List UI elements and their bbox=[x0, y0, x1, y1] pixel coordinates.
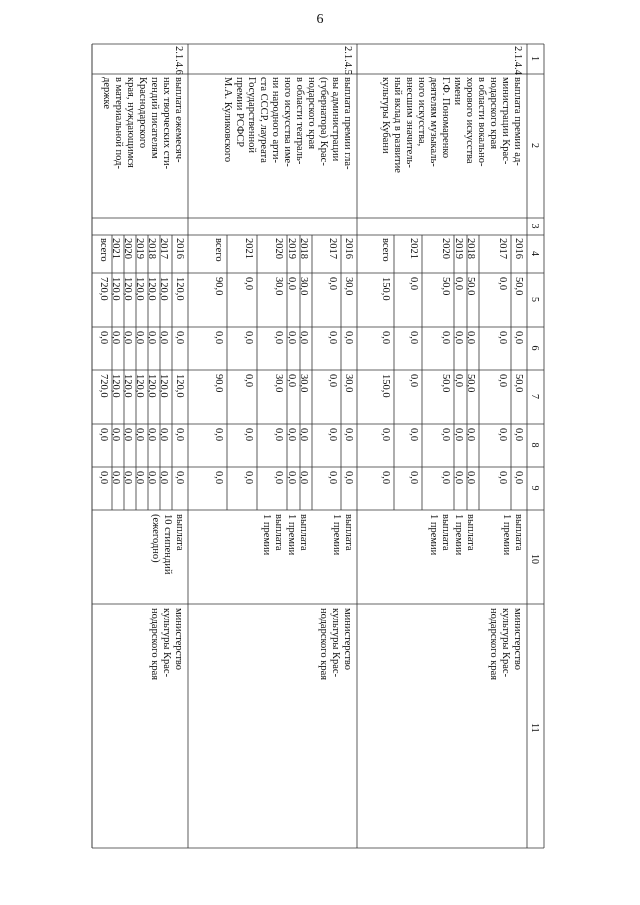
year-cell: 2017 bbox=[158, 238, 169, 259]
col8-cell: 0,0 bbox=[174, 428, 185, 442]
row-description-line: ный вклад в развитие bbox=[392, 77, 403, 173]
col8-cell: 0,0 bbox=[513, 428, 524, 442]
col9-cell: 0,0 bbox=[298, 471, 309, 485]
total-cell: 150,0 bbox=[380, 277, 391, 301]
col9-cell: 0,0 bbox=[465, 471, 476, 485]
col8-cell: 0,0 bbox=[98, 428, 109, 442]
row-description-line: деятелям музыкаль- bbox=[428, 77, 439, 167]
col6-cell: 0,0 bbox=[110, 331, 121, 345]
row-description-line: Краснодарского bbox=[137, 77, 148, 149]
column-number-5: 5 bbox=[529, 297, 540, 302]
year-cell: 2021 bbox=[408, 238, 419, 259]
column-number-1: 1 bbox=[529, 56, 540, 61]
total-cell: 0,0 bbox=[327, 277, 338, 291]
total-cell: 120,0 bbox=[134, 277, 145, 301]
col7-cell: 150,0 bbox=[380, 374, 391, 398]
col8-cell: 0,0 bbox=[343, 428, 354, 442]
col8-cell: 0,0 bbox=[286, 428, 297, 442]
col9-cell: 0,0 bbox=[497, 471, 508, 485]
col9-cell: 0,0 bbox=[110, 471, 121, 485]
col7-cell: 0,0 bbox=[286, 374, 297, 388]
result-cell-line: выплата bbox=[174, 514, 185, 551]
col7-cell: 50,0 bbox=[465, 374, 476, 393]
executor-line: нодарского края bbox=[488, 608, 499, 681]
col7-cell: 0,0 bbox=[327, 374, 338, 388]
executor-line: нодарского края bbox=[318, 608, 329, 681]
year-cell: 2017 bbox=[497, 238, 508, 259]
total-cell: 720,0 bbox=[98, 277, 109, 301]
col8-cell: 0,0 bbox=[440, 428, 451, 442]
col8-cell: 0,0 bbox=[465, 428, 476, 442]
row-description-line: ни народного арти- bbox=[270, 77, 281, 163]
year-cell: 2020 bbox=[122, 238, 133, 259]
col9-cell: 0,0 bbox=[243, 471, 254, 485]
col8-cell: 0,0 bbox=[273, 428, 284, 442]
year-cell: 2020 bbox=[440, 238, 451, 259]
column-number-4: 4 bbox=[529, 251, 540, 256]
result-cell-line: выплата bbox=[440, 514, 451, 551]
col6-cell: 0,0 bbox=[440, 331, 451, 345]
col8-cell: 0,0 bbox=[243, 428, 254, 442]
col9-cell: 0,0 bbox=[327, 471, 338, 485]
year-cell: всего bbox=[98, 238, 109, 262]
column-number-9: 9 bbox=[529, 485, 540, 491]
executor-line: культуры Крас- bbox=[161, 608, 172, 678]
col6-cell: 0,0 bbox=[465, 331, 476, 345]
col6-cell: 0,0 bbox=[343, 331, 354, 345]
col9-cell: 0,0 bbox=[343, 471, 354, 485]
row-description-line: нодарского края bbox=[306, 77, 317, 150]
col6-cell: 0,0 bbox=[497, 331, 508, 345]
col7-cell: 30,0 bbox=[343, 374, 354, 393]
row-code: 2.1.4.5 bbox=[342, 46, 353, 75]
total-cell: 30,0 bbox=[273, 277, 284, 296]
col9-cell: 0,0 bbox=[134, 471, 145, 485]
col6-cell: 0,0 bbox=[513, 331, 524, 345]
row-description-line: культуры Кубани bbox=[380, 77, 391, 154]
total-cell: 30,0 bbox=[343, 277, 354, 296]
year-cell: 2016 bbox=[174, 238, 185, 259]
col8-cell: 0,0 bbox=[134, 428, 145, 442]
col9-cell: 0,0 bbox=[380, 471, 391, 485]
row-description-line: хорового искусства bbox=[464, 77, 475, 164]
column-number-2: 2 bbox=[529, 143, 540, 148]
result-cell-line: выплата bbox=[465, 514, 476, 551]
total-cell: 90,0 bbox=[213, 277, 224, 296]
col7-cell: 120,0 bbox=[134, 374, 145, 398]
column-number-10: 10 bbox=[529, 554, 540, 564]
year-cell: всего bbox=[213, 238, 224, 262]
col6-cell: 0,0 bbox=[134, 331, 145, 345]
row-description-line: имени bbox=[452, 77, 463, 106]
col8-cell: 0,0 bbox=[380, 428, 391, 442]
year-cell: 2020 bbox=[273, 238, 284, 259]
column-number-8: 8 bbox=[529, 442, 540, 448]
col9-cell: 0,0 bbox=[158, 471, 169, 485]
executor-line: министерство bbox=[512, 608, 523, 671]
executor-line: министерство bbox=[342, 608, 353, 671]
row-description-line: вы администрации bbox=[330, 77, 341, 162]
total-cell: 0,0 bbox=[408, 277, 419, 291]
col7-cell: 120,0 bbox=[158, 374, 169, 398]
col6-cell: 0,0 bbox=[98, 331, 109, 345]
col9-cell: 0,0 bbox=[146, 471, 157, 485]
col6-cell: 0,0 bbox=[327, 331, 338, 345]
column-number-6: 6 bbox=[529, 345, 540, 351]
col7-cell: 120,0 bbox=[110, 374, 121, 398]
row-description-line: в области театраль- bbox=[294, 77, 305, 165]
col6-cell: 0,0 bbox=[298, 331, 309, 345]
col6-cell: 0,0 bbox=[213, 331, 224, 345]
col9-cell: 0,0 bbox=[408, 471, 419, 485]
col8-cell: 0,0 bbox=[158, 428, 169, 442]
col6-cell: 0,0 bbox=[122, 331, 133, 345]
total-cell: 30,0 bbox=[298, 277, 309, 296]
executor-line: нодарского края bbox=[149, 608, 160, 681]
col7-cell: 0,0 bbox=[453, 374, 464, 388]
col7-cell: 120,0 bbox=[146, 374, 157, 398]
row-description-line: Государственной bbox=[246, 77, 257, 153]
total-cell: 120,0 bbox=[174, 277, 185, 301]
year-cell: 2021 bbox=[243, 238, 254, 259]
result-cell-line: 1 премии bbox=[501, 514, 512, 556]
col7-cell: 120,0 bbox=[122, 374, 133, 398]
col8-cell: 0,0 bbox=[146, 428, 157, 442]
col6-cell: 0,0 bbox=[158, 331, 169, 345]
total-cell: 120,0 bbox=[110, 277, 121, 301]
row-description-line: внесшим значитель- bbox=[404, 77, 415, 168]
col9-cell: 0,0 bbox=[273, 471, 284, 485]
row-description-line: ного искусства, bbox=[416, 77, 427, 147]
result-cell-line: выплата bbox=[298, 514, 309, 551]
year-cell: 2017 bbox=[327, 238, 338, 259]
total-cell: 50,0 bbox=[440, 277, 451, 296]
total-cell: 120,0 bbox=[146, 277, 157, 301]
year-cell: 2019 bbox=[286, 238, 297, 259]
col8-cell: 0,0 bbox=[408, 428, 419, 442]
result-cell-line: 1 премии bbox=[331, 514, 342, 556]
col6-cell: 0,0 bbox=[273, 331, 284, 345]
result-cell-line: 10 стипендий bbox=[162, 514, 173, 575]
col6-cell: 0,0 bbox=[453, 331, 464, 345]
column-number-3: 3 bbox=[529, 223, 540, 229]
col6-cell: 0,0 bbox=[408, 331, 419, 345]
row-description-line: выплата ежемесяч- bbox=[173, 77, 184, 163]
row-description-line: Г.Ф. Пономаренко bbox=[440, 77, 451, 159]
col8-cell: 0,0 bbox=[110, 428, 121, 442]
row-description-line: М.А. Куликовского bbox=[222, 77, 233, 163]
col7-cell: 50,0 bbox=[440, 374, 451, 393]
col7-cell: 30,0 bbox=[273, 374, 284, 393]
row-description-line: держке bbox=[101, 77, 112, 110]
row-description-line: ных творческих сти- bbox=[161, 77, 172, 170]
col9-cell: 0,0 bbox=[213, 471, 224, 485]
col8-cell: 0,0 bbox=[298, 428, 309, 442]
executor-line: культуры Крас- bbox=[500, 608, 511, 678]
col8-cell: 0,0 bbox=[453, 428, 464, 442]
row-description-line: в области вокально- bbox=[476, 77, 487, 167]
row-description-line: выплата премии ад- bbox=[512, 77, 523, 166]
col9-cell: 0,0 bbox=[98, 471, 109, 485]
col7-cell: 720,0 bbox=[98, 374, 109, 398]
col7-cell: 120,0 bbox=[174, 374, 185, 398]
col7-cell: 0,0 bbox=[497, 374, 508, 388]
col8-cell: 0,0 bbox=[497, 428, 508, 442]
row-description-line: ного искусства име- bbox=[282, 77, 293, 167]
result-cell-line: 1 премии bbox=[453, 514, 464, 556]
year-cell: 2021 bbox=[110, 238, 121, 259]
result-cell-line: 1 премии bbox=[428, 514, 439, 556]
result-cell-line: выплата bbox=[273, 514, 284, 551]
result-cell-line: 1 премии bbox=[286, 514, 297, 556]
col6-cell: 0,0 bbox=[243, 331, 254, 345]
col9-cell: 0,0 bbox=[286, 471, 297, 485]
col9-cell: 0,0 bbox=[174, 471, 185, 485]
year-cell: 2019 bbox=[134, 238, 145, 259]
column-number-7: 7 bbox=[529, 394, 540, 399]
col7-cell: 90,0 bbox=[213, 374, 224, 393]
row-description-line: министрации Крас- bbox=[500, 77, 511, 165]
col6-cell: 0,0 bbox=[174, 331, 185, 345]
total-cell: 50,0 bbox=[465, 277, 476, 296]
col7-cell: 0,0 bbox=[243, 374, 254, 388]
col8-cell: 0,0 bbox=[213, 428, 224, 442]
col6-cell: 0,0 bbox=[286, 331, 297, 345]
total-cell: 0,0 bbox=[243, 277, 254, 291]
col7-cell: 50,0 bbox=[513, 374, 524, 393]
row-description-line: края, нуждающимся bbox=[125, 77, 136, 168]
result-cell-line: 1 премии bbox=[261, 514, 272, 556]
row-code: 2.1.4.4 bbox=[512, 46, 523, 75]
result-cell-line: выплата bbox=[513, 514, 524, 551]
col9-cell: 0,0 bbox=[440, 471, 451, 485]
total-cell: 0,0 bbox=[497, 277, 508, 291]
year-cell: 2018 bbox=[146, 238, 157, 259]
total-cell: 120,0 bbox=[158, 277, 169, 301]
year-cell: 2018 bbox=[465, 238, 476, 259]
total-cell: 50,0 bbox=[513, 277, 524, 296]
row-description-line: выплата премии гла- bbox=[342, 77, 353, 170]
col9-cell: 0,0 bbox=[453, 471, 464, 485]
col6-cell: 0,0 bbox=[380, 331, 391, 345]
row-code: 2.1.4.6 bbox=[173, 46, 184, 75]
year-cell: всего bbox=[380, 238, 391, 262]
col7-cell: 30,0 bbox=[298, 374, 309, 393]
total-cell: 120,0 bbox=[122, 277, 133, 301]
row-description-line: в материальной под- bbox=[113, 77, 124, 169]
row-description-line: ста СССР, лауреата bbox=[258, 77, 269, 163]
year-cell: 2016 bbox=[343, 238, 354, 259]
year-cell: 2019 bbox=[453, 238, 464, 259]
executor-line: министерство bbox=[173, 608, 184, 671]
year-cell: 2016 bbox=[513, 238, 524, 259]
total-cell: 0,0 bbox=[453, 277, 464, 291]
col6-cell: 0,0 bbox=[146, 331, 157, 345]
col9-cell: 0,0 bbox=[513, 471, 524, 485]
col8-cell: 0,0 bbox=[327, 428, 338, 442]
col9-cell: 0,0 bbox=[122, 471, 133, 485]
row-description-line: пендий писателям bbox=[149, 77, 160, 159]
col7-cell: 0,0 bbox=[408, 374, 419, 388]
row-description-line: (губернатора) Крас- bbox=[318, 77, 329, 166]
result-cell-line: выплата bbox=[343, 514, 354, 551]
page-number: 6 bbox=[316, 12, 324, 27]
year-cell: 2018 bbox=[298, 238, 309, 259]
column-number-11: 11 bbox=[529, 723, 540, 733]
executor-line: культуры Крас- bbox=[330, 608, 341, 678]
row-description-line: премии РСФСР bbox=[234, 77, 245, 148]
row-description-line: нодарского края bbox=[488, 77, 499, 150]
total-cell: 0,0 bbox=[286, 277, 297, 291]
col8-cell: 0,0 bbox=[122, 428, 133, 442]
result-cell-line: (ежегодно) bbox=[150, 514, 161, 563]
